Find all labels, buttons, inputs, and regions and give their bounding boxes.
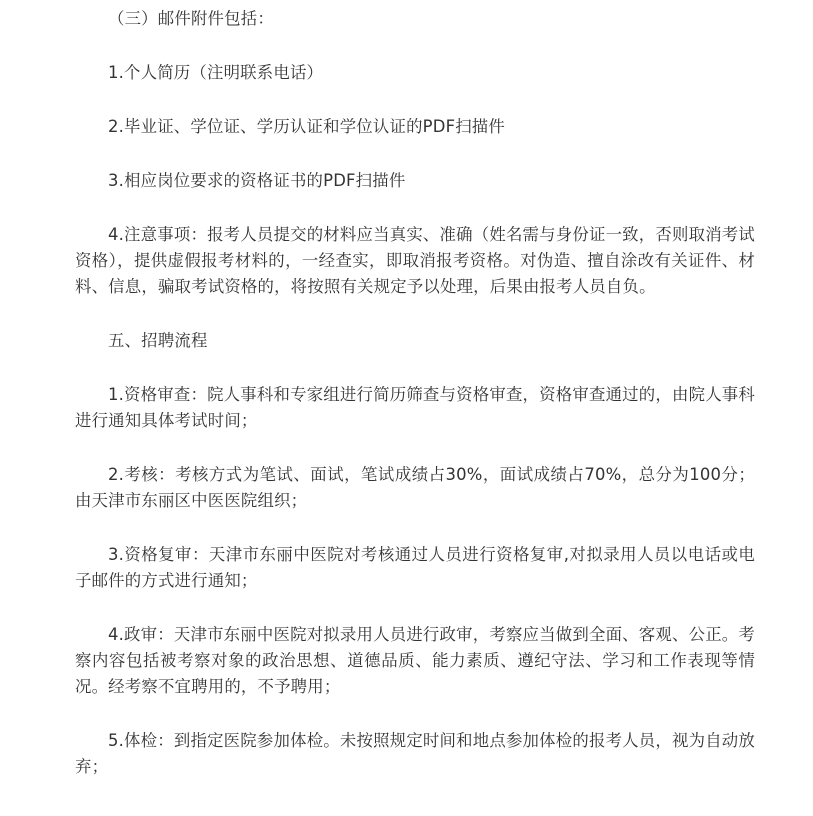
- attachment-item-notes: 4.注意事项：报考人员提交的材料应当真实、准确（姓名需与身份证一致，否则取消考试资格），提供虚假报考材料的，一经查实，即取消报考资格。对伪造、擅自涂改有关证件、材料、信息，骗取考试资格的，将按照有关规定予以处理，后果由报考人员自负。: [75, 225, 755, 296]
- process-step-assessment: 2.考核：考核方式为笔试、面试，笔试成绩占30%，面试成绩占70%，总分为100分；由天津市东丽区中医医院组织；: [75, 465, 755, 510]
- process-step-medical-exam: 5.体检：到指定医院参加体检。未按照规定时间和地点参加体检的报考人员，视为自动放弃；: [75, 731, 755, 776]
- attachment-item-diplomas: 2.毕业证、学位证、学历认证和学位认证的PDF扫描件: [108, 117, 505, 136]
- subsection-heading-attachments: （三）邮件附件包括：: [108, 9, 274, 28]
- attachment-item-certificates: 3.相应岗位要求的资格证书的PDF扫描件: [108, 171, 406, 190]
- process-step-political-review: 4.政审：天津市东丽中医院对拟录用人员进行政审，考察应当做到全面、客观、公正。考察内容包括被考察对象的政治思想、道德品质、能力素质、遵纪守法、学习和工作表现等情况。经考察不宜聘用的，不予聘用；: [75, 625, 755, 696]
- process-step-qualification-review: 1.资格审查：院人事科和专家组进行简历筛查与资格审查，资格审查通过的，由院人事科进行通知具体考试时间；: [75, 385, 755, 430]
- attachment-item-resume: 1.个人简历（注明联系电话）: [108, 63, 324, 82]
- section-heading-recruitment-process: 五、招聘流程: [108, 331, 208, 350]
- process-step-qualification-recheck: 3.资格复审：天津市东丽中医院对考核通过人员进行资格复审,对拟录用人员以电话或电子邮件的方式进行通知；: [75, 545, 755, 590]
- document-body: [75, 0, 755, 780]
